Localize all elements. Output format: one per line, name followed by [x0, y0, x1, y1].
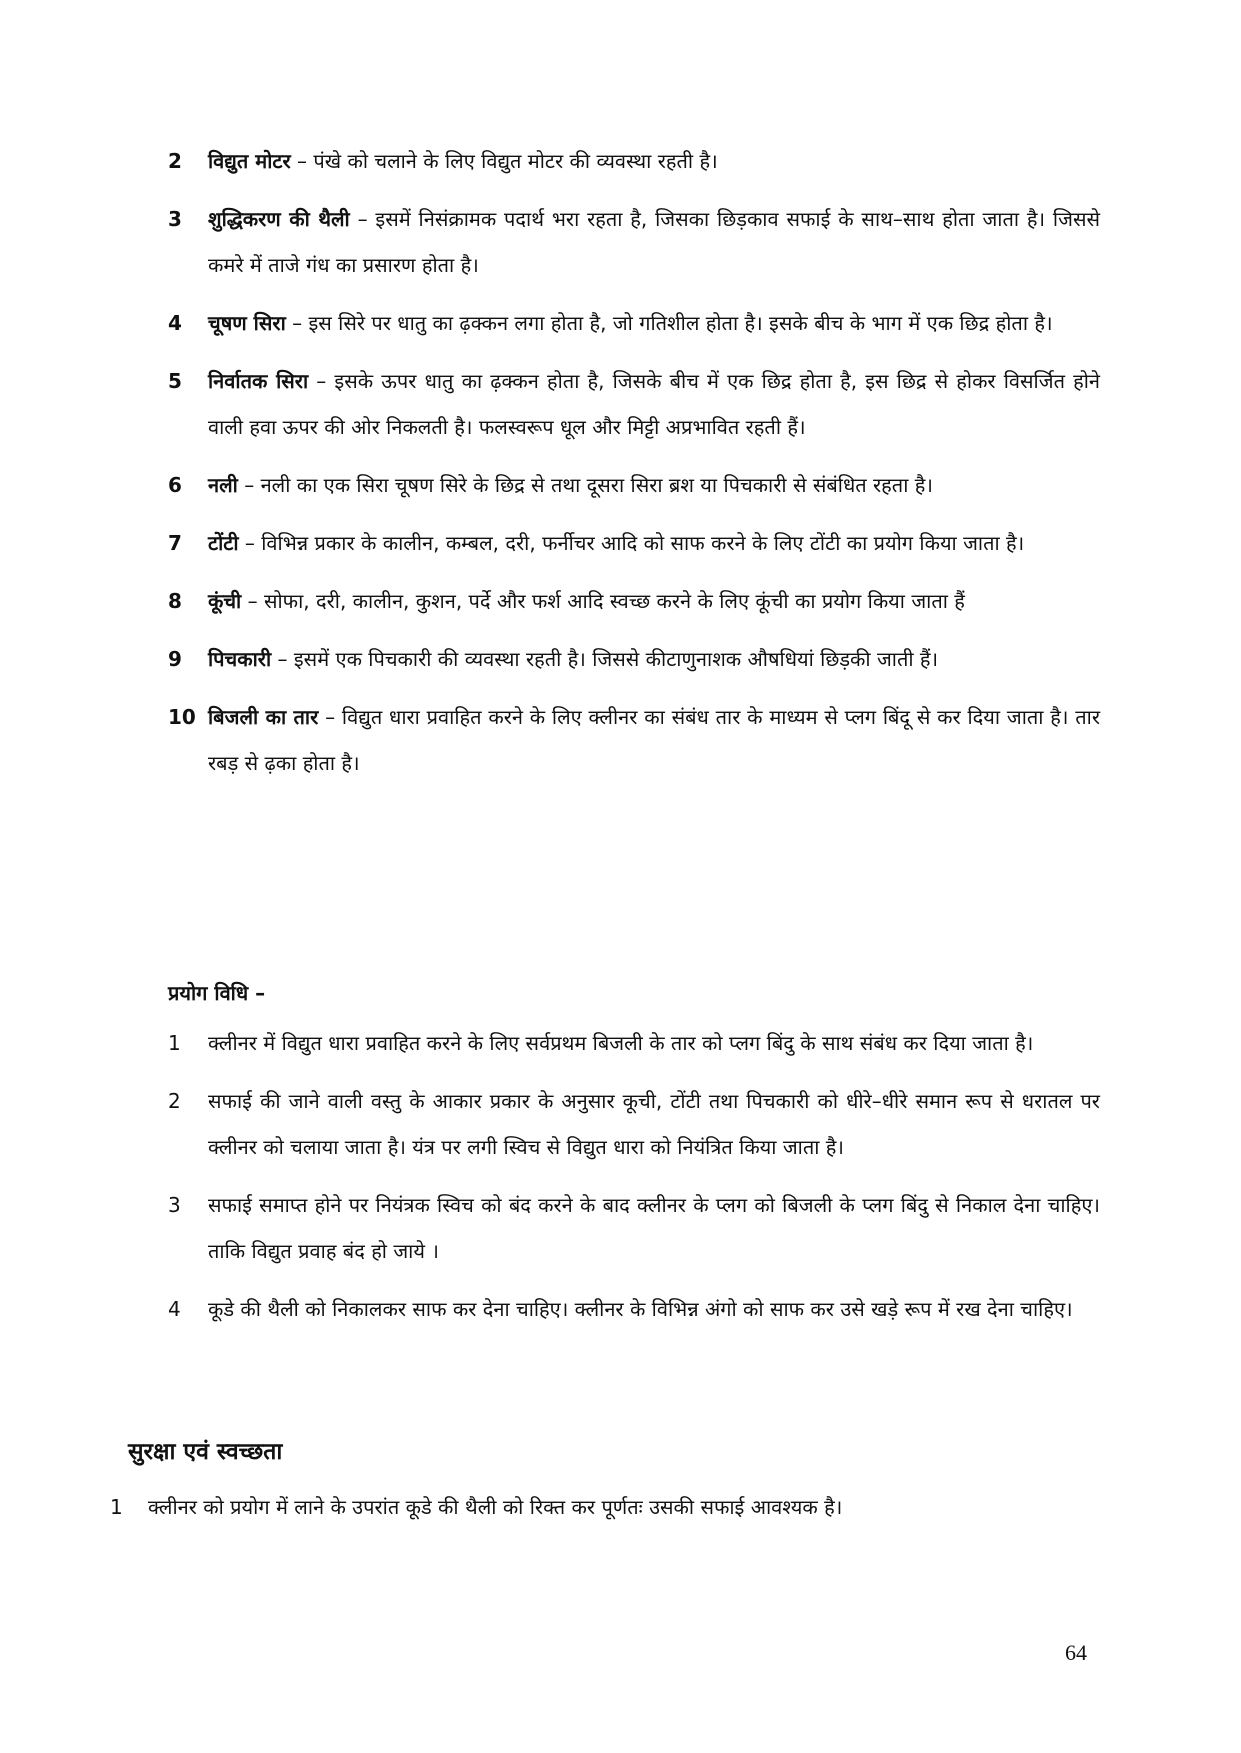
item-text: पंखे को चलाने के लिए विद्युत मोटर की व्यवस्था रहती है। — [313, 149, 718, 173]
step-text: क्लीनर में विद्युत धारा प्रवाहित करने के लिए सर्वप्रथम बिजली के तार को प्लग बिंदु के साथ संबंध कर दिया जाता है। — [208, 1031, 1034, 1055]
item-number: 4 — [168, 311, 182, 335]
list-item — [168, 520, 1100, 566]
list-item — [168, 196, 1100, 288]
item-body — [208, 300, 1100, 346]
dash: – — [292, 311, 303, 335]
item-number: 10 — [168, 705, 196, 729]
step-text: सफाई की जाने वाली वस्तु के आकार प्रकार के अनुसार कूची, टोंटी तथा पिचकारी को धीरे–धीरे समान रूप से धरातल पर क्लीनर को चलाया जाता है। यंत्र पर लगी स्विच से विद्युत धारा को नियंत्रित किया जाता है। — [208, 1089, 1100, 1159]
item-term: शुद्धिकरण की थैली — [208, 207, 350, 231]
item-text: नली का एक सिरा चूषण सिरे के छिद्र से तथा दूसरा सिरा ब्रश या पिचकारी से संबंधित रहता है। — [260, 473, 933, 497]
page-number: 64 — [1065, 1640, 1087, 1665]
item-term: चूषण सिरा — [208, 311, 286, 335]
list-item — [110, 1484, 1100, 1530]
list-item — [168, 1182, 1100, 1274]
item-term: पिचकारी — [208, 647, 272, 671]
item-text: विभिन्न प्रकार के कालीन, कम्बल, दरी, फर्नीचर आदि को साफ करने के लिए टोंटी का प्रयोग किया जाता है। — [261, 531, 1025, 555]
method-heading: प्रयोग विधि – — [168, 981, 266, 1005]
item-term: बिजली का तार — [208, 705, 319, 729]
dash: – — [325, 705, 336, 729]
method-steps-list — [168, 1020, 1100, 1344]
item-text: इसमें एक पिचकारी की व्यवस्था रहती है। जिससे कीटाणुनाशक औषधियां छिड़की जाती हैं। — [293, 647, 939, 671]
list-item — [168, 636, 1100, 682]
step-number: 1 — [168, 1031, 181, 1055]
item-body — [208, 138, 1100, 184]
item-text: इसमें निसंक्रामक पदार्थ भरा रहता है, जिसका छिड़काव सफाई के साथ–साथ होता जाता है। जिससे कमरे में ताजे गंध का प्रसारण होता है। — [208, 207, 1100, 277]
item-number: 2 — [168, 149, 182, 173]
item-text: इसके ऊपर धातु का ढ़क्कन होता है, जिसके बीच में एक छिद्र होता है, इस छिद्र से होकर विसर्जित होने वाली हवा ऊपर की ओर निकलती है। फलस्वरूप धूल और मिट्टी अप्रभावित रहती हैं। — [208, 369, 1100, 439]
item-body — [208, 636, 1100, 682]
dash: – — [244, 531, 255, 555]
item-text: विद्युत धारा प्रवाहित करने के लिए क्लीनर का संबंध तार के माध्यम से प्लग बिंदू से कर दिया जाता है। तार रबड़ से ढ़का होता है। — [208, 705, 1101, 775]
dash: – — [316, 369, 327, 393]
step-number: 4 — [168, 1297, 181, 1321]
item-body — [208, 358, 1100, 450]
parts-list — [168, 138, 1100, 798]
safety-list — [110, 1484, 1100, 1542]
item-number: 7 — [168, 531, 182, 555]
dash: – — [244, 473, 255, 497]
item-body — [208, 578, 1100, 624]
item-term: कूंची — [208, 589, 242, 613]
step-text: सफाई समाप्त होने पर नियंत्रक स्विच को बंद करने के बाद क्लीनर के प्लग को बिजली के प्लग बिंदु से निकाल देना चाहिए। ताकि विद्युत प्रवाह बंद हो जाये । — [208, 1193, 1100, 1263]
item-body — [208, 520, 1100, 566]
list-item — [168, 462, 1100, 508]
safety-number: 1 — [110, 1495, 123, 1519]
list-item — [168, 358, 1100, 450]
section-heading: सुरक्षा एवं स्वच्छता — [128, 1439, 283, 1465]
list-item — [168, 138, 1100, 184]
dash: – — [247, 589, 258, 613]
dash: – — [277, 647, 288, 671]
item-body — [208, 694, 1100, 786]
item-text: इस सिरे पर धातु का ढ़क्कन लगा होता है, जो गतिशील होता है। इसके बीच के भाग में एक छिद्र होता है। — [308, 311, 1053, 335]
dash: – — [297, 149, 308, 173]
list-item — [168, 300, 1100, 346]
list-item — [168, 1286, 1100, 1332]
item-term: नली — [208, 473, 238, 497]
step-number: 3 — [168, 1193, 181, 1217]
item-body — [208, 462, 1100, 508]
list-item — [168, 694, 1100, 786]
dash: – — [357, 207, 368, 231]
item-number: 3 — [168, 207, 182, 231]
step-number: 2 — [168, 1089, 181, 1113]
item-term: टोंटी — [208, 531, 239, 555]
list-item — [168, 578, 1100, 624]
item-text: सोफा, दरी, कालीन, कुशन, पर्दे और फर्श आदि स्वच्छ करने के लिए कूंची का प्रयोग किया जाता हैं — [263, 589, 965, 613]
safety-text: क्लीनर को प्रयोग में लाने के उपरांत कूडे की थैली को रिक्त कर पूर्णतः उसकी सफाई आवश्यक है। — [148, 1495, 843, 1519]
list-item — [168, 1020, 1100, 1066]
item-number: 6 — [168, 473, 182, 497]
item-term: निर्वातक सिरा — [208, 369, 309, 393]
item-term: विद्युत मोटर — [208, 149, 291, 173]
item-body — [208, 196, 1100, 288]
item-number: 5 — [168, 369, 182, 393]
step-text: कूडे की थैली को निकालकर साफ कर देना चाहिए। क्लीनर के विभिन्न अंगो को साफ कर उसे खड़े रूप में रख देना चाहिए। — [208, 1297, 1073, 1321]
item-number: 9 — [168, 647, 182, 671]
item-number: 8 — [168, 589, 182, 613]
list-item — [168, 1078, 1100, 1170]
